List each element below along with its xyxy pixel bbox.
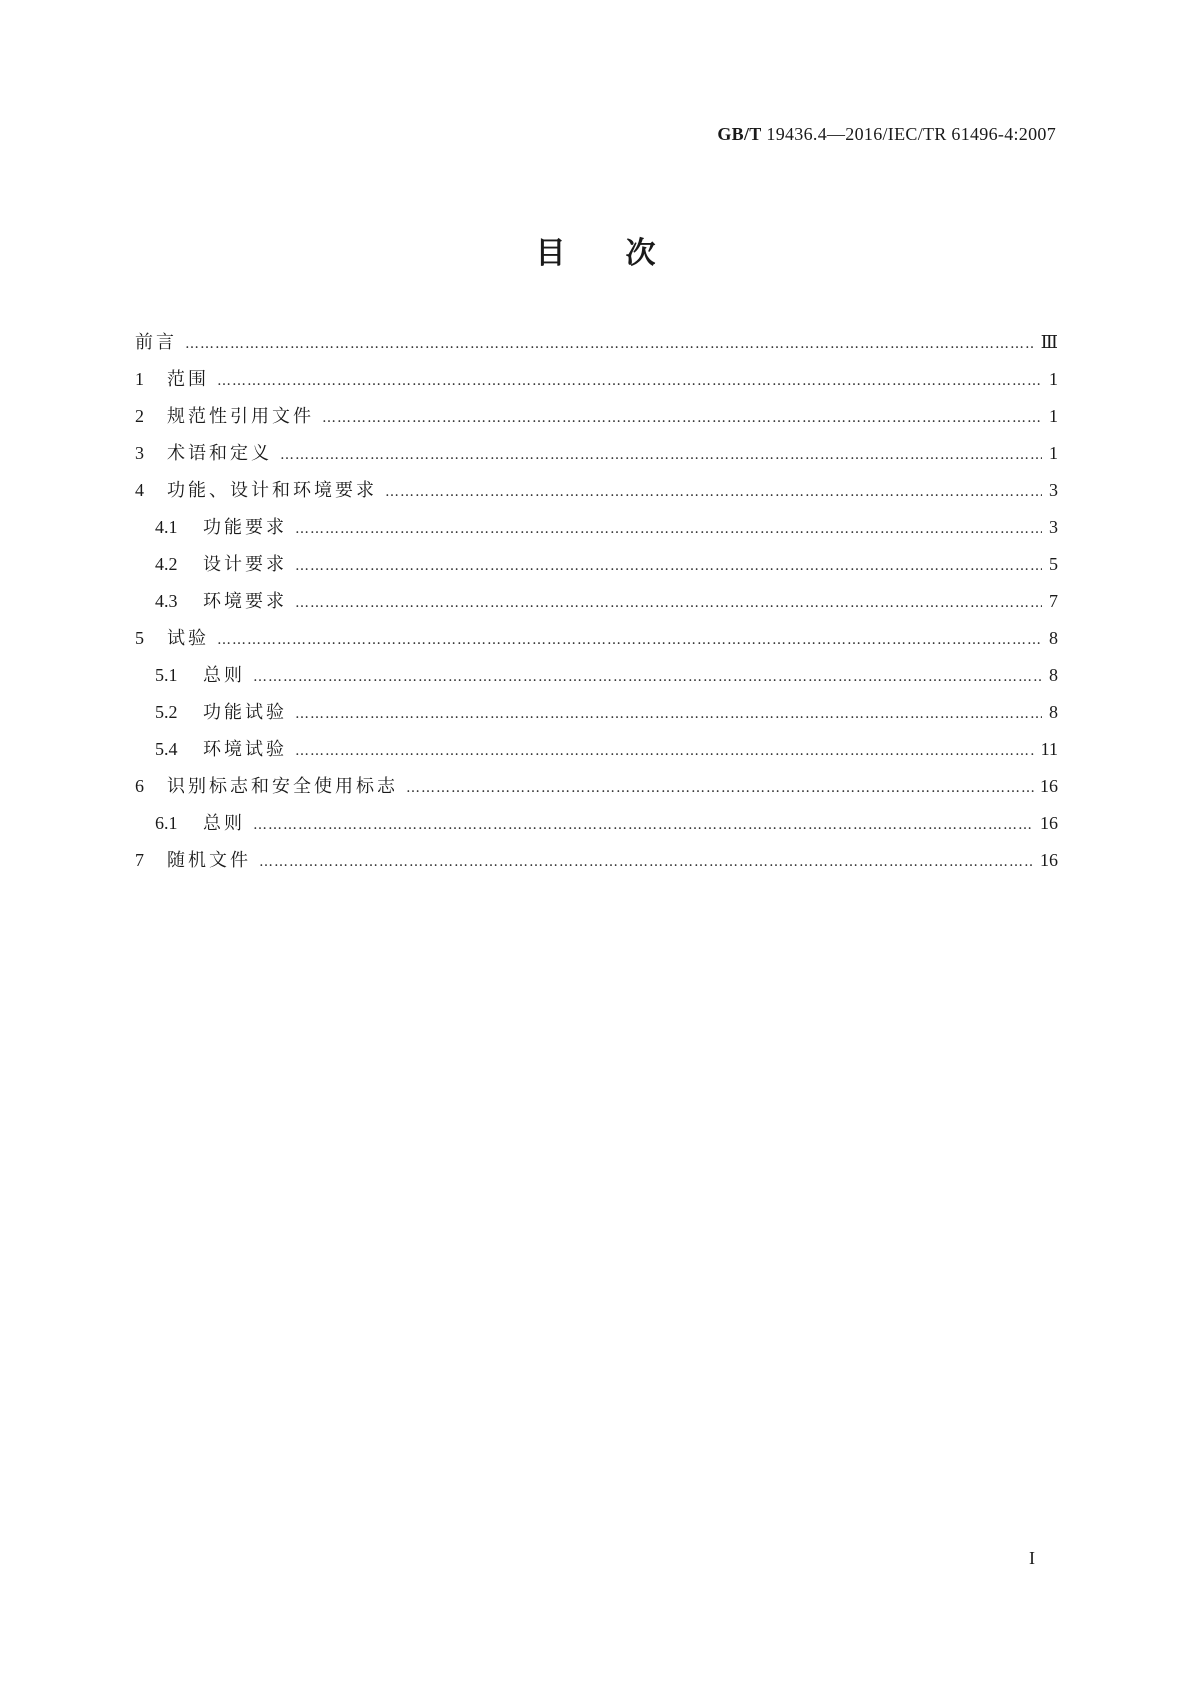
toc-entry-label: 总则: [203, 813, 245, 834]
toc-leader-dots: [280, 447, 1042, 463]
standard-prefix: GB/T: [717, 124, 762, 144]
toc-entry-page: 16: [1040, 776, 1058, 796]
toc-entry[interactable]: [135, 439, 1058, 476]
toc-entry[interactable]: [135, 587, 1058, 624]
toc-leader-dots: [385, 484, 1042, 500]
toc-entry[interactable]: [135, 772, 1058, 809]
toc-leader-dots: [295, 558, 1042, 574]
toc-leader-dots: [295, 743, 1035, 759]
toc-entry-number: 4.3: [155, 591, 178, 611]
toc-entry-label: 环境要求: [203, 591, 287, 612]
toc-entry[interactable]: [135, 735, 1058, 772]
toc-entry-label: 术语和定义: [167, 443, 272, 464]
toc-entry[interactable]: [135, 476, 1058, 513]
page-number: I: [1029, 1548, 1035, 1568]
standard-number: 19436.4—2016/IEC/TR 61496-4:2007: [766, 124, 1056, 144]
toc-entry-page: 1: [1049, 443, 1058, 463]
toc-entry-label: 功能要求: [203, 517, 287, 538]
toc-entry-label: 功能、设计和环境要求: [167, 480, 377, 501]
toc-entry-label: 识别标志和安全使用标志: [167, 776, 398, 797]
toc-entry[interactable]: [135, 550, 1058, 587]
toc-entry-number: 7: [135, 850, 144, 870]
toc-entry-label: 试验: [167, 628, 209, 649]
toc-entry-page: 5: [1049, 554, 1058, 574]
toc-entry[interactable]: [135, 809, 1058, 846]
toc-entry-number: 2: [135, 406, 144, 426]
toc-entry-page: 1: [1049, 406, 1058, 426]
toc-leader-dots: [295, 595, 1042, 611]
toc-entry-label: 前言: [135, 332, 177, 353]
toc-entry[interactable]: [135, 661, 1058, 698]
toc-entry-number: 5.1: [155, 665, 178, 685]
toc-entry-label: 范围: [167, 369, 209, 390]
toc-entry[interactable]: [135, 846, 1058, 883]
document-header: [717, 124, 1056, 145]
page-title: 目次: [535, 236, 716, 271]
toc-entry-number: 6: [135, 776, 144, 796]
toc-entry-label: 功能试验: [203, 702, 287, 723]
toc-entry[interactable]: [135, 624, 1058, 661]
toc-leader-dots: [185, 336, 1035, 352]
toc-entry-page: 8: [1049, 628, 1058, 648]
toc-entry-number: 1: [135, 369, 144, 389]
toc-leader-dots: [253, 669, 1042, 685]
toc-leader-dots: [253, 817, 1034, 833]
toc-entry-label: 随机文件: [167, 850, 251, 871]
toc-entry-number: 3: [135, 443, 144, 463]
toc-entry-page: 16: [1040, 850, 1058, 870]
toc-entry-page: 7: [1049, 591, 1058, 611]
toc-entry-page: 3: [1049, 480, 1058, 500]
toc-entry[interactable]: [135, 402, 1058, 439]
toc-entry-page: 1: [1049, 369, 1058, 389]
toc-leader-dots: [406, 780, 1034, 796]
toc-leader-dots: [217, 632, 1042, 648]
toc-entry[interactable]: [135, 328, 1058, 365]
toc-entry-number: 5.2: [155, 702, 178, 722]
toc-leader-dots: [322, 410, 1042, 426]
toc-entry-number: 4: [135, 480, 144, 500]
toc-entry[interactable]: [135, 365, 1058, 402]
toc-entry-label: 环境试验: [203, 739, 287, 760]
toc-entry-number: 4.2: [155, 554, 178, 574]
toc-entry-label: 总则: [203, 665, 245, 686]
toc-leader-dots: [295, 521, 1042, 537]
toc-entry-number: 5.4: [155, 739, 178, 759]
toc-entry[interactable]: [135, 698, 1058, 735]
toc-leader-dots: [217, 373, 1042, 389]
toc-entry-label: 设计要求: [203, 554, 287, 575]
toc-entry-number: 4.1: [155, 517, 178, 537]
toc-entry-number: 5: [135, 628, 144, 648]
toc-entry-page: 8: [1049, 665, 1058, 685]
toc-entry-label: 规范性引用文件: [167, 406, 314, 427]
toc-entry-page: Ⅲ: [1040, 332, 1058, 352]
toc-entry-page: 3: [1049, 517, 1058, 537]
toc-entry-number: 6.1: [155, 813, 178, 833]
toc-leader-dots: [259, 854, 1034, 870]
toc-leader-dots: [295, 706, 1042, 722]
toc-entry-page: 11: [1040, 739, 1058, 759]
table-of-contents: [135, 328, 1058, 883]
toc-entry[interactable]: [135, 513, 1058, 550]
toc-entry-page: 8: [1049, 702, 1058, 722]
toc-entry-page: 16: [1040, 813, 1058, 833]
